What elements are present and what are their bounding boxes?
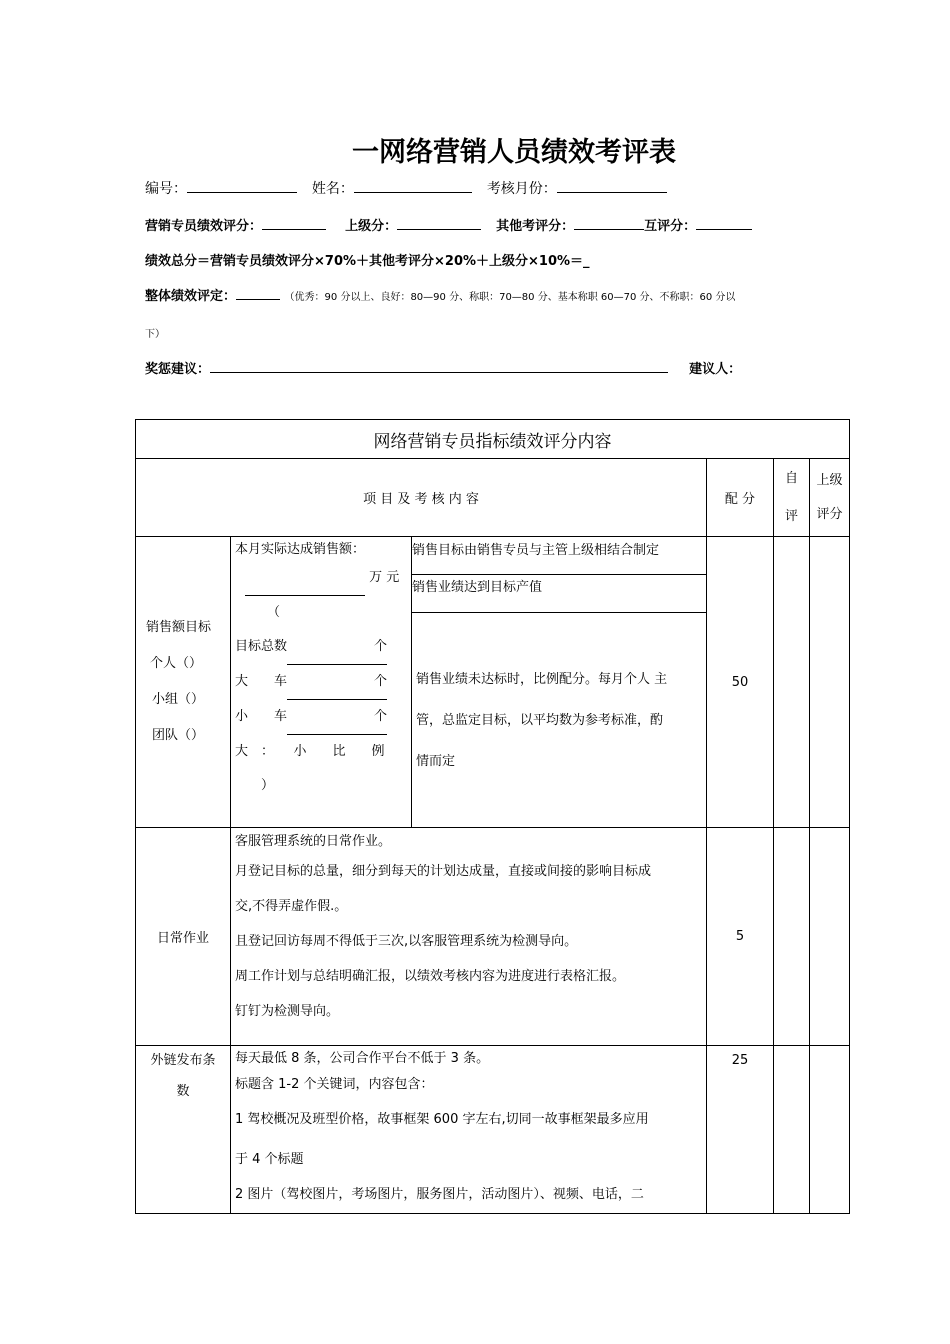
other-score-field[interactable]: [574, 215, 644, 230]
paren-open: （: [267, 605, 281, 620]
actual-sales-field[interactable]: [245, 561, 365, 596]
links-line-5: 2 图片（驾校图片，考场图片，服务图片，活动图片）、视频、电话，二: [235, 1187, 644, 1202]
links-self-score[interactable]: [774, 1046, 810, 1214]
sales-desc-1: 销售目标由销售专员与主管上级相结合制定: [412, 537, 707, 575]
links-cat-line1: 外链发布条: [150, 1053, 216, 1068]
daily-content: [231, 828, 707, 1046]
sales-cat-team: 团队（）: [152, 728, 205, 743]
daily-score: 5: [707, 828, 774, 1046]
sales-desc-3-line2: 管，总监定目标，以平均数为参考标准，酌: [416, 712, 664, 728]
overall-note-tail: 下）: [145, 329, 165, 340]
evaluation-table: [135, 419, 850, 1214]
col-header-score: 配 分: [707, 459, 774, 537]
big-car-label: 大 车: [235, 674, 288, 689]
daily-category: 日常作业: [136, 828, 231, 1046]
sales-score-field[interactable]: [262, 215, 326, 230]
month-label: 考核月份：: [486, 181, 557, 197]
sales-desc-2: 销售业绩达到目标产值: [412, 575, 707, 613]
unit-label: 万 元: [369, 570, 400, 585]
col-header-superior-1: 上级: [816, 472, 843, 488]
sales-desc-3-line1: 销售业绩未达标时，比例配分。每月个人 主: [416, 671, 668, 687]
other-score-label: 其他考评分：: [496, 219, 575, 234]
links-category: [136, 1046, 231, 1214]
sales-desc-3-line3: 情而定: [416, 753, 456, 769]
sales-amount-cell: [231, 537, 412, 828]
links-cat-line2: 数: [176, 1084, 190, 1099]
links-line-1: 每天最低 8 条，公司合作平台不低于 3 条。: [235, 1051, 490, 1066]
reward-field[interactable]: [210, 358, 668, 373]
big-car-unit: 个: [374, 674, 388, 689]
col-header-items: 项 目 及 考 核 内 容: [136, 459, 707, 537]
links-line-2: 标题含 1-2 个关键词，内容包含：: [235, 1077, 434, 1092]
col-header-self: [774, 459, 810, 537]
daily-line-1: 客服管理系统的日常作业。: [235, 834, 392, 849]
name-field[interactable]: [354, 178, 472, 193]
big-car-field[interactable]: [287, 665, 387, 700]
small-car-field[interactable]: [287, 700, 387, 735]
col-header-superior-2: 评分: [816, 506, 843, 522]
links-score: 25: [707, 1046, 774, 1214]
small-car-label: 小 车: [235, 709, 288, 724]
page-title: 一网络营销人员绩效考评表: [352, 137, 676, 168]
col-header-self-2: 评: [784, 508, 798, 524]
actual-sales-row: [235, 561, 407, 596]
mutual-score-field[interactable]: [696, 215, 752, 230]
actual-sales-label: 本月实际达成销售额：: [235, 542, 366, 557]
daily-line-2: 月登记目标的总量，细分到每天的计划达成量，直接或间接的影响目标成: [235, 864, 652, 879]
mutual-score-label: 互评分：: [644, 219, 697, 234]
links-superior-score[interactable]: [810, 1046, 850, 1214]
daily-line-3: 交,不得弄虚作假.。: [235, 899, 348, 914]
number-field[interactable]: [187, 178, 297, 193]
sales-cat-group: 小组（）: [152, 692, 205, 707]
sales-cat-title: 销售额目标: [146, 620, 212, 635]
table-caption: 网络营销专员指标绩效评分内容: [136, 420, 850, 459]
sales-category: [136, 537, 231, 828]
target-total-label: 目标总数: [235, 639, 288, 654]
header-row: [145, 178, 667, 198]
overall-label: 整体绩效评定：: [145, 289, 237, 304]
links-line-3: 1 驾校概况及班型价格，故事框架 600 字左右,切同一故事框架最多应用: [235, 1112, 649, 1127]
superior-score-field[interactable]: [397, 215, 481, 230]
sales-cat-person: 个人（）: [150, 656, 203, 671]
reward-row: [145, 358, 741, 377]
ratio-label: 大 ： 小 比 例: [235, 744, 385, 759]
sales-desc-3: [412, 613, 707, 828]
links-line-4: 于 4 个标题: [235, 1152, 304, 1167]
small-car-row: [235, 700, 407, 735]
score-row: [145, 215, 752, 234]
name-label: 姓名：: [311, 181, 354, 197]
target-total-row: [235, 630, 407, 665]
col-header-self-1: 自: [784, 470, 798, 486]
daily-line-4: 且登记回访每周不得低于三次,以客服管理系统为检测导向。: [235, 934, 578, 949]
target-total-field[interactable]: [287, 630, 387, 665]
number-label: 编号：: [145, 181, 187, 197]
overall-field[interactable]: [236, 285, 280, 300]
sales-superior-score[interactable]: [810, 537, 850, 828]
daily-line-6: 钉钉为检测导向。: [235, 1004, 340, 1019]
target-total-unit: 个: [374, 639, 388, 654]
sales-score-label: 营销专员绩效评分：: [145, 219, 263, 234]
small-car-unit: 个: [374, 709, 388, 724]
col-header-superior: [810, 459, 850, 537]
reward-label: 奖惩建议：: [145, 362, 211, 377]
superior-score-label: 上级分：: [345, 219, 398, 234]
sales-score: 50: [707, 537, 774, 828]
paren-close: ）: [261, 778, 275, 793]
daily-self-score[interactable]: [774, 828, 810, 1046]
month-field[interactable]: [557, 178, 667, 193]
overall-row: [145, 285, 735, 304]
proposer-label: 建议人：: [689, 362, 742, 377]
overall-note: （优秀：90 分以上、良好：80—90 分、称职：70—80 分、基本称职 60—70 分、不称职：60 分以: [284, 292, 736, 303]
daily-line-5: 周工作计划与总结明确汇报，以绩效考核内容为进度进行表格汇报。: [235, 969, 626, 984]
daily-superior-score[interactable]: [810, 828, 850, 1046]
formula: 绩效总分＝营销专员绩效评分×70%＋其他考评分×20%＋上级分×10%＝_: [145, 254, 590, 269]
links-content: [231, 1046, 707, 1214]
sales-self-score[interactable]: [774, 537, 810, 828]
big-car-row: [235, 665, 407, 700]
